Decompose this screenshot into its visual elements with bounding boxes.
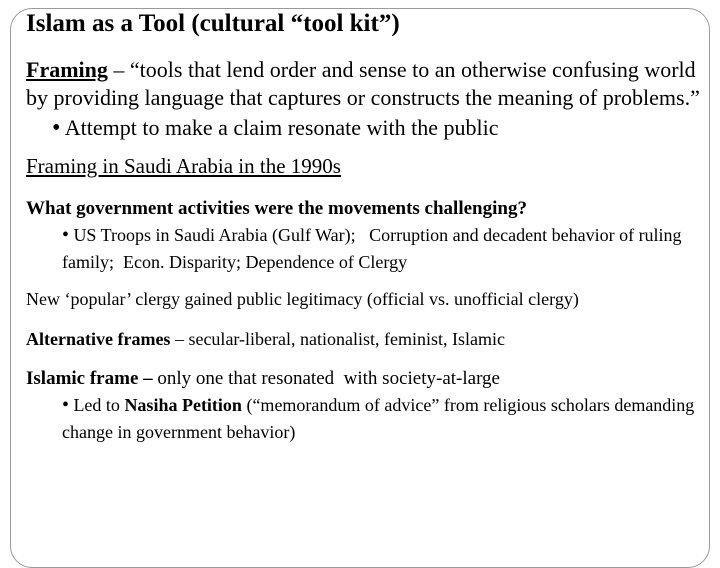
question-heading: What government activities were the movements challenging?	[26, 198, 527, 219]
petition-name: Nasiha Petition	[124, 395, 242, 415]
petition-prefix: Led to	[73, 395, 125, 415]
framing-bullet	[26, 114, 706, 142]
islamic-frame-label: Islamic frame –	[26, 368, 153, 389]
islamic-frame-text: only one that resonated with society-at-large	[152, 368, 500, 389]
alternative-frames-label: Alternative frames	[26, 329, 171, 349]
framing-bullet-text: Attempt to make a claim resonate with the public	[64, 115, 499, 140]
alternative-frames-paragraph	[26, 326, 706, 352]
petition-suffix: (“memorandum of advice” from religious scholars demanding change in government behavior)	[62, 395, 695, 442]
bullet-icon: •	[52, 114, 61, 141]
bullet-icon: •	[62, 224, 69, 246]
popular-clergy-paragraph: New ‘popular’ clergy gained public legitimacy (official vs. unofficial clergy)	[26, 289, 579, 309]
alternative-frames-text: – secular-liberal, nationalist, feminist, Islamic	[170, 329, 505, 349]
framing-term: Framing	[26, 57, 108, 82]
framing-definition: “tools that lend order and sense to an otherwise confusing world by providing language that captures or constructs the meaning of problems.”	[26, 57, 700, 110]
petition-bullet	[26, 392, 706, 446]
slide-content	[26, 4, 706, 446]
challenges-text: US Troops in Saudi Arabia (Gulf War); Corruption and decadent behavior of ruling family; Econ. Disparity; Dependence of Clergy	[62, 225, 682, 272]
section-heading: Framing in Saudi Arabia in the 1990s	[26, 154, 341, 178]
framing-dash: –	[107, 57, 130, 82]
framing-paragraph	[26, 56, 706, 112]
islamic-frame-paragraph	[26, 366, 706, 392]
bullet-icon: •	[62, 394, 69, 416]
challenges-bullet	[26, 222, 706, 276]
slide-title: Islam as a Tool (cultural “tool kit”)	[26, 10, 400, 37]
